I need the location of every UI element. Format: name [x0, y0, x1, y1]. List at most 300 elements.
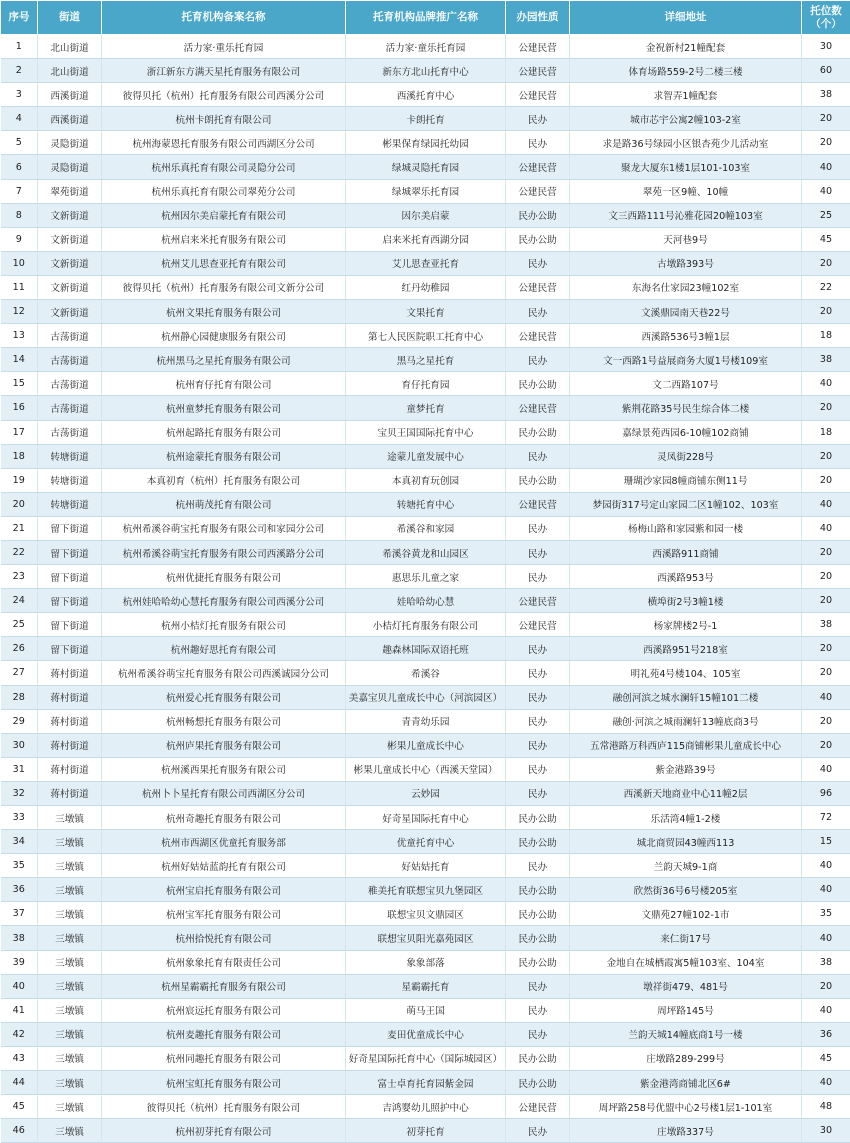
cell-nature: 民办: [506, 251, 570, 275]
cell-registered-name: 杭州启来米托育服务有限公司: [102, 227, 346, 251]
cell-capacity: 38: [802, 348, 850, 372]
table-row: [1, 830, 850, 854]
cell-address: 城市芯宇公寓2幢103-2室: [570, 107, 802, 131]
cell-nature: 公建民营: [506, 396, 570, 420]
cell-brand-name: 希溪谷黄龙和山园区: [346, 540, 506, 564]
cell-street: 蒋村街道: [38, 733, 102, 757]
cell-brand-name: 育仔托育园: [346, 372, 506, 396]
cell-address: 周坪路145号: [570, 998, 802, 1022]
cell-registered-name: 彼得贝托（杭州）托育服务有限公司: [102, 1095, 346, 1119]
cell-street: 文新街道: [38, 275, 102, 299]
cell-seq: 23: [1, 565, 38, 589]
cell-capacity: 60: [802, 59, 850, 83]
cell-address: 灵凤街228号: [570, 444, 802, 468]
cell-registered-name: 杭州爱心托育服务有限公司: [102, 685, 346, 709]
table-row: [1, 83, 850, 107]
cell-capacity: 30: [802, 1119, 850, 1143]
cell-capacity: 18: [802, 420, 850, 444]
cell-brand-name: 娃哈哈幼心慧: [346, 589, 506, 613]
cell-address: 庄墩路337号: [570, 1119, 802, 1143]
table-row: [1, 59, 850, 83]
cell-address: 文一西路1号益展商务大厦1号楼109室: [570, 348, 802, 372]
cell-nature: 民办公助: [506, 830, 570, 854]
cell-street: 三墩镇: [38, 998, 102, 1022]
table-row: [1, 35, 850, 59]
cell-capacity: 45: [802, 227, 850, 251]
cell-address: 珊瑚沙家园8幢商铺东侧11号: [570, 468, 802, 492]
cell-street: 蒋村街道: [38, 685, 102, 709]
cell-capacity: 18: [802, 324, 850, 348]
cell-address: 文二西路107号: [570, 372, 802, 396]
header-brand-name: 托育机构品牌推广名称: [346, 1, 506, 35]
table-row: [1, 492, 850, 516]
header-row: [1, 1, 850, 35]
table-row: [1, 565, 850, 589]
cell-brand-name: 萌马王国: [346, 998, 506, 1022]
cell-street: 转塘街道: [38, 444, 102, 468]
table-row: [1, 131, 850, 155]
cell-registered-name: 杭州希溪谷萌宝托育服务有限公司西溪路分公司: [102, 540, 346, 564]
cell-brand-name: 彬果保育绿园托幼园: [346, 131, 506, 155]
cell-registered-name: 本真初育（杭州）托育服务有限公司: [102, 468, 346, 492]
cell-registered-name: 杭州途蒙托育服务有限公司: [102, 444, 346, 468]
cell-address: 金地自在城栖霞寓5幢103室、104室: [570, 950, 802, 974]
cell-registered-name: 杭州育仔托育有限公司: [102, 372, 346, 396]
cell-registered-name: 杭州小桔灯托育服务有限公司: [102, 613, 346, 637]
cell-street: 三墩镇: [38, 950, 102, 974]
cell-capacity: 20: [802, 733, 850, 757]
cell-address: 文溪鼎园南天巷22号: [570, 300, 802, 324]
cell-registered-name: 杭州希溪谷萌宝托育服务有限公司和家园分公司: [102, 516, 346, 540]
cell-brand-name: 美嘉宝贝儿童成长中心（河滨园区）: [346, 685, 506, 709]
cell-nature: 公建民营: [506, 155, 570, 179]
table-row: [1, 685, 850, 709]
table-row: [1, 1071, 850, 1095]
cell-address: 体育场路559-2号二楼三楼: [570, 59, 802, 83]
cell-seq: 11: [1, 275, 38, 299]
table-row: [1, 661, 850, 685]
cell-registered-name: 杭州象象托育有限责任公司: [102, 950, 346, 974]
cell-nature: 公建民营: [506, 179, 570, 203]
cell-nature: 民办: [506, 131, 570, 155]
table-row: [1, 324, 850, 348]
cell-brand-name: 西溪托育中心: [346, 83, 506, 107]
cell-registered-name: 杭州童梦托育服务有限公司: [102, 396, 346, 420]
cell-nature: 民办: [506, 107, 570, 131]
table-row: [1, 540, 850, 564]
cell-registered-name: 杭州庐果托育服务有限公司: [102, 733, 346, 757]
header-address: 详细地址: [570, 1, 802, 35]
table-row: [1, 444, 850, 468]
cell-capacity: 20: [802, 131, 850, 155]
cell-street: 三墩镇: [38, 878, 102, 902]
cell-street: 古荡街道: [38, 420, 102, 444]
header-street: 街道: [38, 1, 102, 35]
cell-registered-name: 杭州优捷托育服务有限公司: [102, 565, 346, 589]
cell-registered-name: 杭州卜卜星托育有限公司西湖区分公司: [102, 781, 346, 805]
cell-address: 求智弄1幢配套: [570, 83, 802, 107]
cell-address: 古墩路393号: [570, 251, 802, 275]
cell-registered-name: 杭州宝虹托育服务有限公司: [102, 1071, 346, 1095]
cell-capacity: 15: [802, 830, 850, 854]
cell-seq: 14: [1, 348, 38, 372]
cell-capacity: 38: [802, 613, 850, 637]
cell-seq: 13: [1, 324, 38, 348]
cell-capacity: 40: [802, 757, 850, 781]
cell-seq: 28: [1, 685, 38, 709]
cell-capacity: 20: [802, 661, 850, 685]
cell-seq: 10: [1, 251, 38, 275]
table-row: [1, 589, 850, 613]
cell-capacity: 40: [802, 516, 850, 540]
cell-street: 三墩镇: [38, 1071, 102, 1095]
cell-seq: 3: [1, 83, 38, 107]
table-row: [1, 348, 850, 372]
cell-capacity: 25: [802, 203, 850, 227]
cell-address: 天河巷9号: [570, 227, 802, 251]
cell-brand-name: 文果托育: [346, 300, 506, 324]
table-row: [1, 179, 850, 203]
cell-seq: 22: [1, 540, 38, 564]
cell-address: 西溪路536号3幢1层: [570, 324, 802, 348]
cell-seq: 33: [1, 806, 38, 830]
cell-seq: 24: [1, 589, 38, 613]
cell-registered-name: 活力家·重乐托育园: [102, 35, 346, 59]
cell-seq: 1: [1, 35, 38, 59]
cell-nature: 民办: [506, 444, 570, 468]
cell-street: 三墩镇: [38, 1046, 102, 1070]
cell-nature: 民办: [506, 781, 570, 805]
cell-nature: 民办公助: [506, 372, 570, 396]
cell-address: 紫金港湾商铺北区6#: [570, 1071, 802, 1095]
cell-street: 文新街道: [38, 300, 102, 324]
table-row: [1, 1095, 850, 1119]
cell-brand-name: 初芽托育: [346, 1119, 506, 1143]
cell-seq: 40: [1, 974, 38, 998]
table-row: [1, 926, 850, 950]
cell-brand-name: 联想宝贝文鼎园区: [346, 902, 506, 926]
cell-street: 文新街道: [38, 203, 102, 227]
cell-street: 古荡街道: [38, 396, 102, 420]
cell-registered-name: 杭州宸远托育服务有限公司: [102, 998, 346, 1022]
header-capacity: 托位数（个）: [802, 1, 850, 35]
table-row: [1, 420, 850, 444]
cell-registered-name: 杭州奇趣托育服务有限公司: [102, 806, 346, 830]
cell-brand-name: 联想宝贝阳光嘉苑园区: [346, 926, 506, 950]
cell-street: 三墩镇: [38, 974, 102, 998]
cell-seq: 19: [1, 468, 38, 492]
cell-street: 古荡街道: [38, 372, 102, 396]
cell-street: 留下街道: [38, 540, 102, 564]
cell-seq: 12: [1, 300, 38, 324]
cell-nature: 民办: [506, 661, 570, 685]
cell-brand-name: 绿城翠乐托育园: [346, 179, 506, 203]
cell-nature: 民办公助: [506, 878, 570, 902]
table-row: [1, 1022, 850, 1046]
cell-capacity: 36: [802, 1022, 850, 1046]
cell-registered-name: 杭州娃哈哈幼心慧托育服务有限公司西溪分公司: [102, 589, 346, 613]
cell-capacity: 45: [802, 1046, 850, 1070]
cell-address: 嘉绿景苑西园6-10幢102商铺: [570, 420, 802, 444]
table-row: [1, 781, 850, 805]
cell-address: 杨家牌楼2号-1: [570, 613, 802, 637]
cell-street: 转塘街道: [38, 492, 102, 516]
cell-capacity: 20: [802, 444, 850, 468]
cell-registered-name: 杭州市西湖区优童托育服务部: [102, 830, 346, 854]
cell-brand-name: 绿城灵隐托育园: [346, 155, 506, 179]
cell-street: 蒋村街道: [38, 661, 102, 685]
cell-capacity: 40: [802, 926, 850, 950]
cell-brand-name: 本真初育玩创园: [346, 468, 506, 492]
cell-brand-name: 途蒙儿童发展中心: [346, 444, 506, 468]
cell-nature: 民办公助: [506, 926, 570, 950]
cell-registered-name: 杭州起路托育服务有限公司: [102, 420, 346, 444]
cell-seq: 36: [1, 878, 38, 902]
cell-nature: 公建民营: [506, 492, 570, 516]
cell-capacity: 38: [802, 83, 850, 107]
cell-brand-name: 新东方北山托育中心: [346, 59, 506, 83]
cell-seq: 16: [1, 396, 38, 420]
cell-seq: 17: [1, 420, 38, 444]
cell-street: 文新街道: [38, 251, 102, 275]
table-row: [1, 878, 850, 902]
cell-nature: 民办公助: [506, 1071, 570, 1095]
cell-registered-name: 杭州文果托育服务有限公司: [102, 300, 346, 324]
cell-registered-name: 杭州畅想托育服务有限公司: [102, 709, 346, 733]
cell-capacity: 40: [802, 1071, 850, 1095]
cell-address: 西溪新天地商业中心11幢2层: [570, 781, 802, 805]
header-seq: 序号: [1, 1, 38, 35]
cell-address: 金祝新村21幢配套: [570, 35, 802, 59]
cell-street: 三墩镇: [38, 1119, 102, 1143]
table-row: [1, 974, 850, 998]
cell-brand-name: 艾儿思查亚托育: [346, 251, 506, 275]
cell-seq: 4: [1, 107, 38, 131]
cell-capacity: 20: [802, 709, 850, 733]
cell-nature: 民办: [506, 637, 570, 661]
cell-address: 翠苑一区9幢、10幢: [570, 179, 802, 203]
cell-nature: 民办: [506, 300, 570, 324]
cell-seq: 21: [1, 516, 38, 540]
cell-nature: 公建民营: [506, 275, 570, 299]
table-body: [1, 35, 850, 1143]
cell-registered-name: 杭州星霸霸托育服务有限公司: [102, 974, 346, 998]
cell-brand-name: 希溪谷和家园: [346, 516, 506, 540]
cell-seq: 45: [1, 1095, 38, 1119]
cell-address: 兰韵天城9-1商: [570, 854, 802, 878]
cell-nature: 民办公助: [506, 468, 570, 492]
cell-brand-name: 惠思乐儿童之家: [346, 565, 506, 589]
cell-capacity: 20: [802, 468, 850, 492]
cell-street: 三墩镇: [38, 806, 102, 830]
cell-brand-name: 好奇星国际托育中心: [346, 806, 506, 830]
cell-address: 文鼎苑27幢102-1市: [570, 902, 802, 926]
cell-capacity: 40: [802, 492, 850, 516]
cell-capacity: 38: [802, 950, 850, 974]
cell-capacity: 48: [802, 1095, 850, 1119]
cell-registered-name: 杭州海蒙恩托育服务有限公司西湖区分公司: [102, 131, 346, 155]
table-row: [1, 757, 850, 781]
cell-seq: 20: [1, 492, 38, 516]
cell-address: 欣然街36号6号楼205室: [570, 878, 802, 902]
header-nature: 办园性质: [506, 1, 570, 35]
cell-brand-name: 转塘托育中心: [346, 492, 506, 516]
table-row: [1, 203, 850, 227]
cell-registered-name: 杭州溪西果托育服务有限公司: [102, 757, 346, 781]
cell-nature: 民办: [506, 998, 570, 1022]
cell-address: 横埠街2号3幢1楼: [570, 589, 802, 613]
cell-seq: 26: [1, 637, 38, 661]
cell-seq: 27: [1, 661, 38, 685]
cell-street: 文新街道: [38, 227, 102, 251]
cell-address: 乐活湾4幢1-2楼: [570, 806, 802, 830]
cell-registered-name: 杭州同趣托育服务有限公司: [102, 1046, 346, 1070]
table-row: [1, 1046, 850, 1070]
cell-capacity: 40: [802, 155, 850, 179]
cell-nature: 民办: [506, 348, 570, 372]
cell-seq: 18: [1, 444, 38, 468]
cell-seq: 46: [1, 1119, 38, 1143]
cell-brand-name: 第七人民医院职工托育中心: [346, 324, 506, 348]
cell-nature: 民办公助: [506, 806, 570, 830]
cell-street: 蒋村街道: [38, 781, 102, 805]
table-row: [1, 613, 850, 637]
cell-seq: 8: [1, 203, 38, 227]
cell-registered-name: 杭州艾儿思查亚托育有限公司: [102, 251, 346, 275]
cell-address: 墩祥街479、481号: [570, 974, 802, 998]
cell-address: 城北商贸园43幢西113: [570, 830, 802, 854]
table-row: [1, 902, 850, 926]
cell-registered-name: 彼得贝托（杭州）托育服务有限公司文新分公司: [102, 275, 346, 299]
cell-registered-name: 杭州初芽托育有限公司: [102, 1119, 346, 1143]
cell-nature: 民办公助: [506, 420, 570, 444]
cell-registered-name: 杭州宝军托育服务有限公司: [102, 902, 346, 926]
cell-seq: 30: [1, 733, 38, 757]
cell-address: 庄墩路289-299号: [570, 1046, 802, 1070]
cell-capacity: 20: [802, 565, 850, 589]
cell-nature: 民办公助: [506, 1046, 570, 1070]
cell-brand-name: 卡朗托育: [346, 107, 506, 131]
cell-nature: 民办公助: [506, 950, 570, 974]
cell-registered-name: 杭州萌茂托育有限公司: [102, 492, 346, 516]
cell-capacity: 40: [802, 998, 850, 1022]
cell-address: 融创河滨之城水澜轩15幢101二楼: [570, 685, 802, 709]
cell-capacity: 30: [802, 35, 850, 59]
cell-nature: 公建民营: [506, 589, 570, 613]
cell-street: 留下街道: [38, 637, 102, 661]
cell-brand-name: 青青幼乐园: [346, 709, 506, 733]
cell-address: 东海名仕家园23幢102室: [570, 275, 802, 299]
cell-nature: 民办: [506, 854, 570, 878]
cell-seq: 34: [1, 830, 38, 854]
cell-nature: 公建民营: [506, 35, 570, 59]
cell-brand-name: 因尔美启蒙: [346, 203, 506, 227]
cell-nature: 民办: [506, 757, 570, 781]
cell-seq: 32: [1, 781, 38, 805]
cell-registered-name: 彼得贝托（杭州）托育服务有限公司西溪分公司: [102, 83, 346, 107]
cell-brand-name: 启来米托育西湖分园: [346, 227, 506, 251]
cell-nature: 民办: [506, 540, 570, 564]
cell-address: 周坪路258号优盟中心2号楼1层1-101室: [570, 1095, 802, 1119]
cell-seq: 41: [1, 998, 38, 1022]
table-row: [1, 637, 850, 661]
cell-registered-name: 杭州宝启托育服务有限公司: [102, 878, 346, 902]
table-row: [1, 396, 850, 420]
cell-street: 留下街道: [38, 613, 102, 637]
cell-seq: 6: [1, 155, 38, 179]
cell-capacity: 20: [802, 396, 850, 420]
cell-brand-name: 麦田优童成长中心: [346, 1022, 506, 1046]
cell-street: 转塘街道: [38, 468, 102, 492]
cell-brand-name: 吉鸿婴幼儿照护中心: [346, 1095, 506, 1119]
cell-registered-name: 杭州黑马之星托育服务有限公司: [102, 348, 346, 372]
cell-address: 求是路36号绿园小区银杏苑少儿活动室: [570, 131, 802, 155]
cell-street: 翠苑街道: [38, 179, 102, 203]
cell-seq: 43: [1, 1046, 38, 1070]
cell-street: 三墩镇: [38, 1095, 102, 1119]
cell-seq: 31: [1, 757, 38, 781]
cell-brand-name: 好奇星国际托育中心（国际城园区）: [346, 1046, 506, 1070]
cell-street: 灵隐街道: [38, 131, 102, 155]
cell-street: 三墩镇: [38, 926, 102, 950]
cell-registered-name: 杭州乐真托育有限公司灵隐分公司: [102, 155, 346, 179]
table-row: [1, 516, 850, 540]
table-row: [1, 709, 850, 733]
cell-brand-name: 彬果儿童成长中心: [346, 733, 506, 757]
cell-capacity: 96: [802, 781, 850, 805]
cell-street: 灵隐街道: [38, 155, 102, 179]
cell-brand-name: 活力家·童乐托育园: [346, 35, 506, 59]
cell-seq: 38: [1, 926, 38, 950]
cell-nature: 民办公助: [506, 227, 570, 251]
cell-registered-name: 杭州卡朗托育有限公司: [102, 107, 346, 131]
cell-brand-name: 希溪谷: [346, 661, 506, 685]
cell-street: 北山街道: [38, 35, 102, 59]
cell-address: 来仁街17号: [570, 926, 802, 950]
cell-street: 留下街道: [38, 589, 102, 613]
cell-seq: 15: [1, 372, 38, 396]
table-row: [1, 372, 850, 396]
cell-street: 三墩镇: [38, 1022, 102, 1046]
cell-nature: 民办: [506, 1119, 570, 1143]
table-row: [1, 998, 850, 1022]
cell-street: 西溪街道: [38, 107, 102, 131]
cell-address: 聚龙大厦东1楼1层101-103室: [570, 155, 802, 179]
cell-nature: 民办: [506, 974, 570, 998]
cell-address: 明礼苑4号楼104、105室: [570, 661, 802, 685]
cell-nature: 民办: [506, 709, 570, 733]
cell-capacity: 40: [802, 372, 850, 396]
cell-brand-name: 稚美托育联想宝贝九堡园区: [346, 878, 506, 902]
cell-brand-name: 好姑姑托育: [346, 854, 506, 878]
cell-registered-name: 杭州麦趣托育服务有限公司: [102, 1022, 346, 1046]
cell-address: 西溪路953号: [570, 565, 802, 589]
cell-street: 留下街道: [38, 565, 102, 589]
cell-seq: 9: [1, 227, 38, 251]
cell-registered-name: 杭州拾悦托育有限公司: [102, 926, 346, 950]
cell-address: 融创·河滨之城雨澜轩13幢底商3号: [570, 709, 802, 733]
table-row: [1, 950, 850, 974]
cell-capacity: 40: [802, 179, 850, 203]
table-row: [1, 251, 850, 275]
cell-seq: 37: [1, 902, 38, 926]
cell-brand-name: 小桔灯托育服务有限公司: [346, 613, 506, 637]
cell-street: 西溪街道: [38, 83, 102, 107]
cell-seq: 5: [1, 131, 38, 155]
cell-address: 兰韵天城14幢底商1号一楼: [570, 1022, 802, 1046]
cell-seq: 25: [1, 613, 38, 637]
cell-nature: 公建民营: [506, 1095, 570, 1119]
